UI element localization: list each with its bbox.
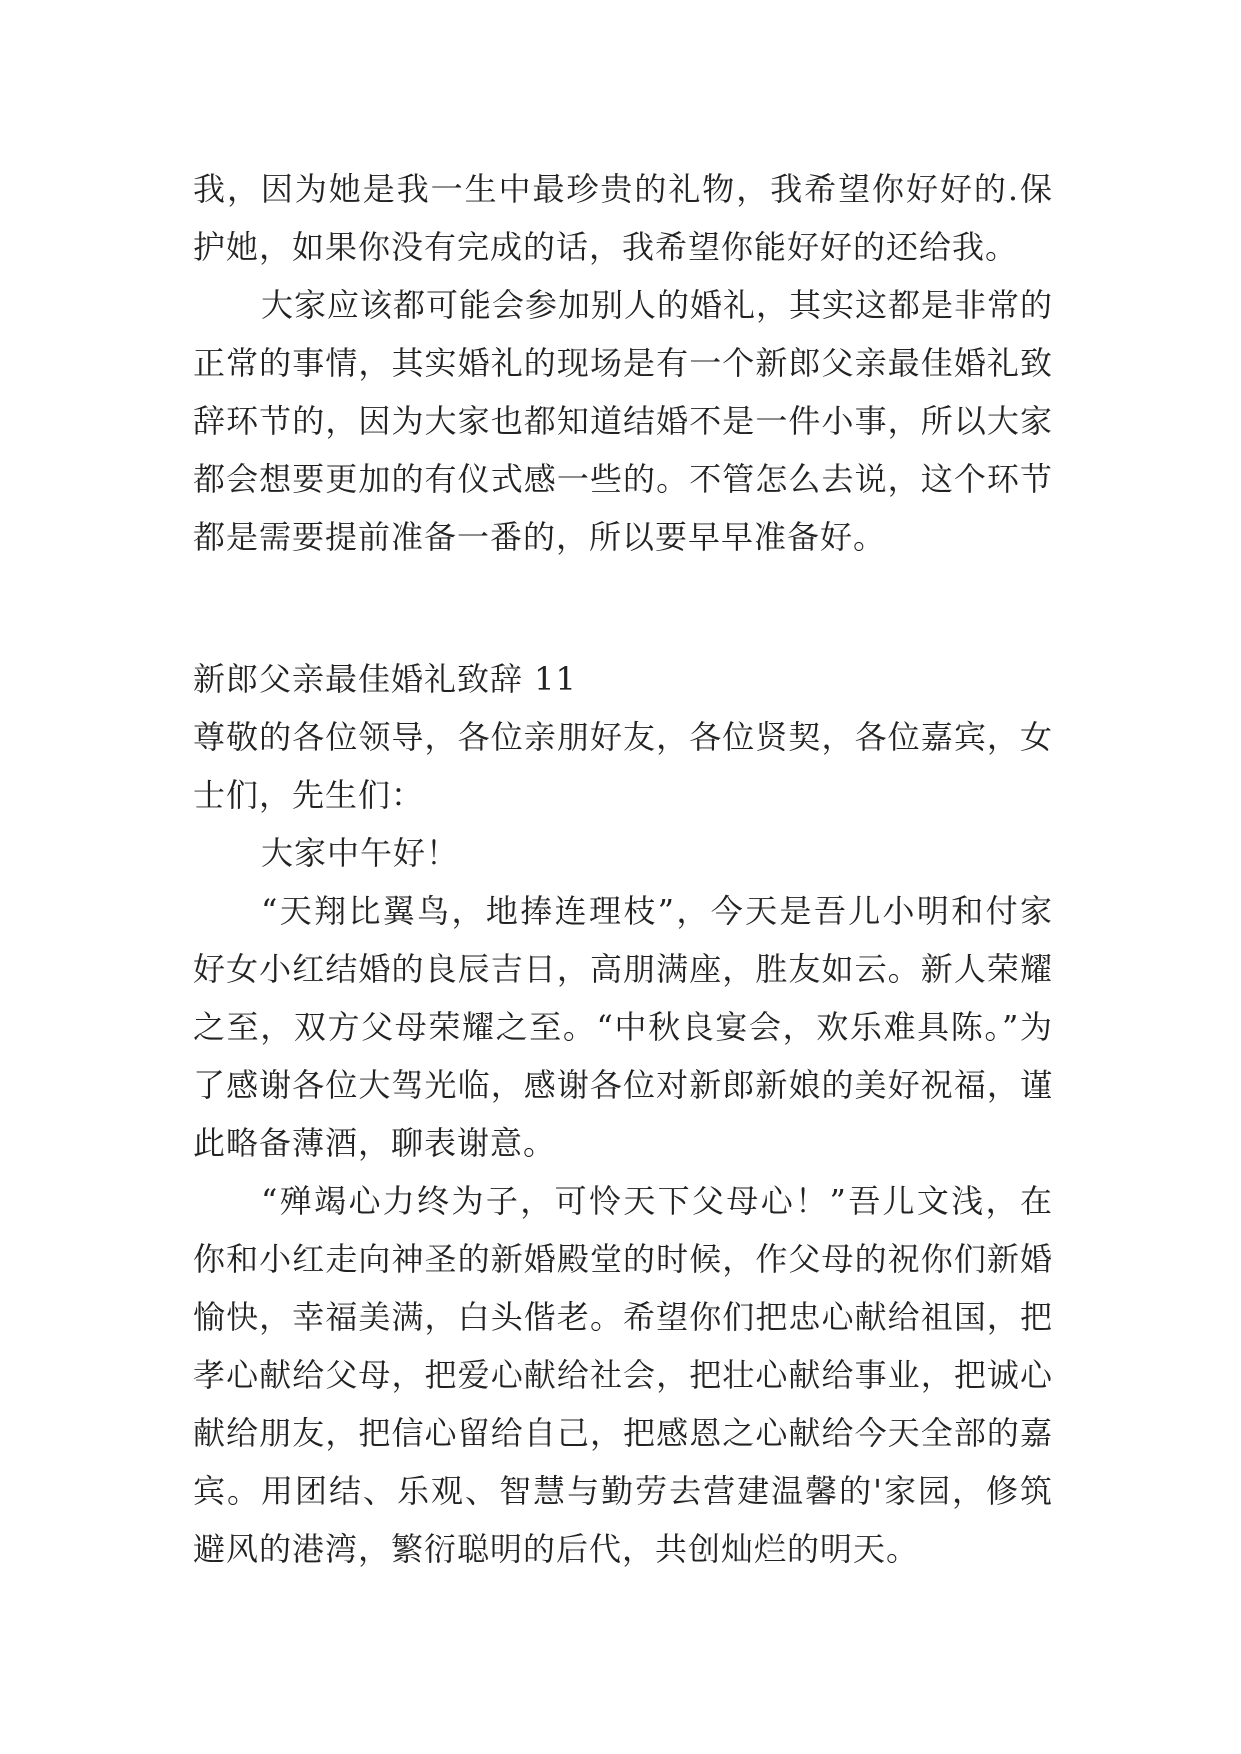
paragraph-3 — [193, 708, 1053, 824]
text-line: 我，因为她是我一生中最珍贵的礼物，我希望你好好的.保 — [193, 170, 1053, 208]
section-heading: 新郎父亲最佳婚礼致辞 11 — [193, 660, 577, 698]
text-line: 宾。用团结、乐观、智慧与勤劳去营建温馨的'家园，修筑 — [193, 1472, 1053, 1510]
document-body — [193, 160, 1053, 1578]
text-line: 大家中午好！ — [261, 834, 460, 872]
text-line: 此略备薄酒，聊表谢意。 — [193, 1124, 557, 1162]
text-line: 你和小红走向神圣的新婚殿堂的时候，作父母的祝你们新婚 — [193, 1240, 1053, 1278]
text-line: “殚竭心力终为子，可怜天下父母心！”吾儿文浅，在 — [261, 1182, 1053, 1220]
text-line: 正常的事情，其实婚礼的现场是有一个新郎父亲最佳婚礼致 — [193, 344, 1053, 382]
text-line: 大家应该都可能会参加别人的婚礼，其实这都是非常的 — [261, 286, 1054, 324]
text-line: 辞环节的，因为大家也都知道结婚不是一件小事，所以大家 — [193, 402, 1053, 440]
text-line: 了感谢各位大驾光临，感谢各位对新郎新娘的美好祝福，谨 — [193, 1066, 1053, 1104]
text-line: 献给朋友，把信心留给自己，把感恩之心献给今天全部的嘉 — [193, 1414, 1053, 1452]
paragraph-4 — [193, 824, 1053, 882]
paragraph-6 — [193, 1172, 1053, 1578]
text-line: 尊敬的各位领导，各位亲朋好友，各位贤契，各位嘉宾，女 — [193, 718, 1053, 756]
text-line: 愉快，幸福美满，白头偕老。希望你们把忠心献给祖国，把 — [193, 1298, 1053, 1336]
text-line: “天翔比翼鸟，地捧连理枝”，今天是吾儿小明和付家 — [261, 892, 1053, 930]
text-line: 士们，先生们： — [193, 776, 425, 814]
text-line: 都会想要更加的有仪式感一些的。不管怎么去说，这个环节 — [193, 460, 1053, 498]
paragraph-1 — [193, 160, 1053, 276]
paragraph-5 — [193, 882, 1053, 1172]
section-spacer — [193, 566, 1053, 650]
text-line: 避风的港湾，繁衍聪明的后代，共创灿烂的明天。 — [193, 1530, 920, 1568]
text-line: 都是需要提前准备一番的，所以要早早准备好。 — [193, 518, 887, 556]
text-line: 好女小红结婚的良辰吉日，高朋满座，胜友如云。新人荣耀 — [193, 950, 1053, 988]
text-line: 护她，如果你没有完成的话，我希望你能好好的还给我。 — [193, 228, 1019, 266]
text-line: 之至，双方父母荣耀之至。“中秋良宴会，欢乐难具陈。”为 — [193, 1008, 1053, 1046]
paragraph-2 — [193, 276, 1053, 566]
text-line: 孝心献给父母，把爱心献给社会，把壮心献给事业，把诚心 — [193, 1356, 1053, 1394]
